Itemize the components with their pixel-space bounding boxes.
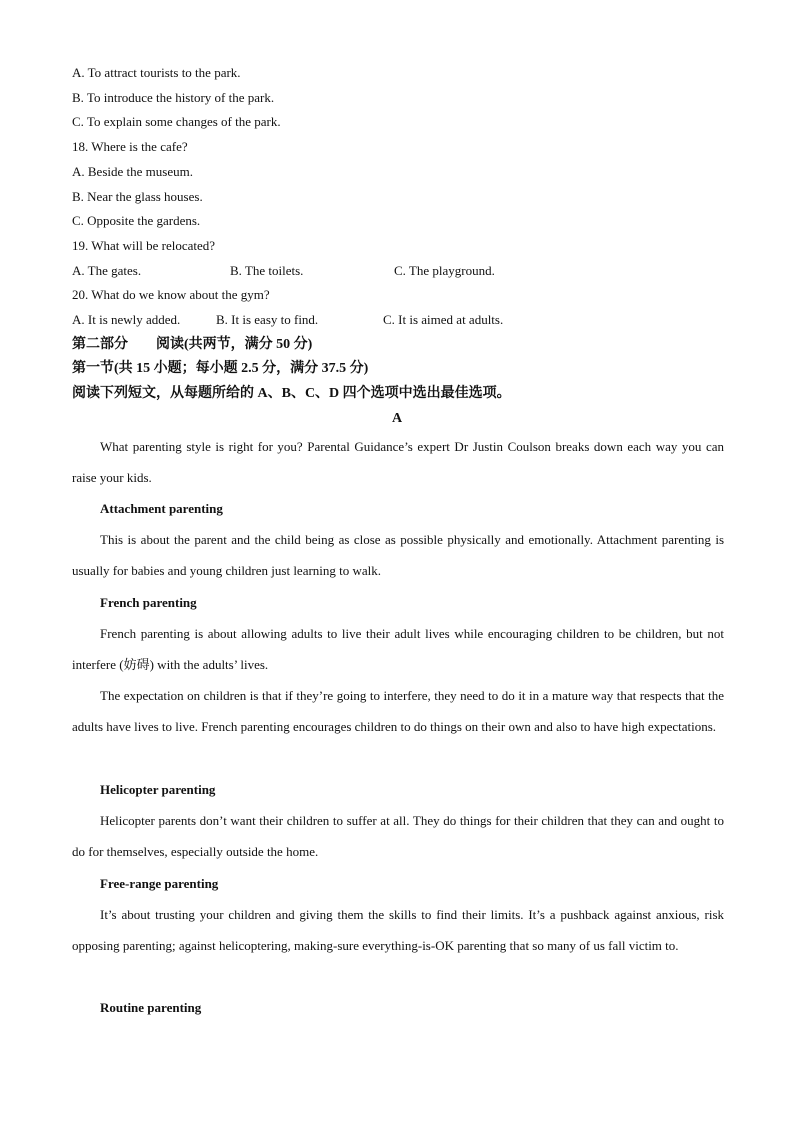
heading-free-range: Free-range parenting [100,876,219,891]
q17-option-a: A. To attract tourists to the park. [72,65,241,80]
q20-option-b: B. It is easy to find. [216,312,319,327]
paragraph-attachment: This is about the parent and the child being as close as possible physically and emotionally. Attachment parenting is usually for babies and young children just learning to walk. [72,532,724,578]
paragraph-free-range: It’s about trusting your children and giving them the skills to find their limits. It’s a pushback against anxious, risk opposing parenting; against helicoptering, making-sure everything-is-OK parenting that so many of us fall victim to. [72,907,724,953]
passage-label: A [391,411,403,426]
heading-helicopter: Helicopter parenting [100,782,216,797]
passage-intro: What parenting style is right for you? Parental Guidance’s expert Dr Justin Coulson breaks down each way you can raise your kids. [72,439,724,485]
paragraph-french-2: The expectation on children is that if they’re going to interfere, they need to do it in a mature way that respects that the adults have lives to live. French parenting encourages children to do things on their own and also to have high expectations. [72,688,724,734]
q19-question: 19. What will be relocated? [72,238,216,253]
q19-option-a: A. The gates. [72,263,142,278]
q18-option-b: B. Near the glass houses. [72,189,203,204]
q17-option-b: B. To introduce the history of the park. [72,90,275,105]
q18-question: 18. Where is the cafe? [72,139,188,154]
q17-option-c: C. To explain some changes of the park. [72,114,281,129]
heading-attachment: Attachment parenting [100,501,223,516]
paragraph-helicopter: Helicopter parents don’t want their children to suffer at all. They do things for their children that they can and ought to do for themselves, especially outside the home. [72,813,724,859]
q19-option-c: C. The playground. [394,263,495,278]
section-title: 第二部分 阅读(共两节，满分 50 分) [72,337,313,352]
q19-options [72,263,722,279]
heading-french: French parenting [100,595,197,610]
q18-option-a: A. Beside the museum. [72,164,193,179]
section-instruction: 阅读下列短文，从每题所给的 A、B、C、D 四个选项中选出最佳选项。 [72,386,511,401]
q20-options [72,312,722,328]
q18-option-c: C. Opposite the gardens. [72,213,201,228]
q19-option-b: B. The toilets. [230,263,304,278]
paragraph-french-1: French parenting is about allowing adults to live their adult lives while encouraging children to be children, but not interfere (妨碍) with the adults’ lives. [72,626,724,672]
section-subtitle: 第一节(共 15 小题；每小题 2.5 分，满分 37.5 分) [72,361,369,376]
q20-question: 20. What do we know about the gym? [72,287,270,302]
q20-option-c: C. It is aimed at adults. [383,312,504,327]
heading-routine: Routine parenting [100,1000,202,1015]
q20-option-a: A. It is newly added. [72,312,181,327]
